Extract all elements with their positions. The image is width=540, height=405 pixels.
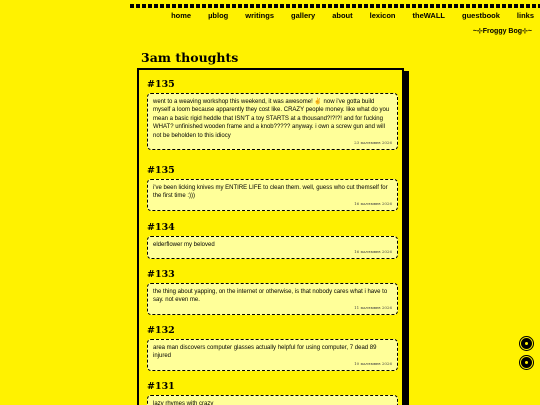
entry-card (147, 93, 398, 150)
nav-lexicon[interactable]: lexicon (369, 11, 396, 20)
nav-home[interactable]: home (171, 11, 192, 20)
entry-date: 23 ᴍᴀʏᴇᴍʙᴇʀ 2026 (354, 140, 392, 146)
entry-text: went to a weaving workshop this weekend, it was awesome! ✌ now i've gotta build myself a loom because apparently they cost like. CRAZY people money. like what do you mean a basic rigid heddle that ISN'T a toy STARTS at a thousand?!?!?! and for fucking WHAT? unfinished wooden frame and a knob????? anyway. i own a screw gun and will not be beholden to this idiocy (153, 99, 390, 139)
entry-date: 16 ᴍᴀʏᴇᴍʙᴇʀ 2026 (354, 249, 392, 255)
thoughts-panel (137, 68, 404, 405)
entry-text: lazy rhymes with crazy (153, 401, 214, 405)
nav-guestbook[interactable]: guestbook (461, 11, 500, 20)
nav-links[interactable]: links (516, 11, 534, 20)
page-title: 3am thoughts (141, 50, 239, 65)
entry-card (147, 236, 398, 259)
entry (147, 223, 398, 259)
entry-number: #133 (147, 269, 175, 280)
entry-text: i've been licking knives my ENTIRE LIFE to clean them. well, guess who cut themself for the first time :))) (153, 185, 388, 200)
entry (147, 270, 398, 315)
entry-card (147, 395, 398, 405)
entry-number: #135 (147, 79, 175, 90)
entry (147, 80, 398, 150)
entry (147, 326, 398, 371)
entry-text: area man discovers computer glasses actually helpful for using computer, 7 dead 89 injured (153, 345, 377, 360)
nav-gallery[interactable]: gallery (291, 11, 316, 20)
top-dashed-border (130, 4, 540, 8)
entry (147, 382, 398, 405)
entry-card (147, 179, 398, 211)
entry-text: the thing about yapping, on the internet or otherwise, is that nobody cares what i have to say. not even me. (153, 289, 388, 304)
scroll-up-button[interactable] (520, 337, 533, 350)
main-nav (171, 11, 534, 20)
entry-date: 16 ᴍᴀʏᴇᴍʙᴇʀ 2026 (354, 200, 392, 206)
nav-microblog[interactable]: µblog (208, 11, 229, 20)
nav-writings[interactable]: writings (245, 11, 275, 20)
entry-date: 10 ᴍᴀʏᴇᴍʙᴇʀ 2026 (354, 360, 392, 366)
froggy-bog-link[interactable]: ~⊹Froggy Bog⊹~ (472, 28, 532, 35)
nav-thewall[interactable]: theWALL (412, 11, 445, 20)
entry-number: #134 (147, 222, 175, 233)
entry-card (147, 339, 398, 371)
scroll-down-button[interactable] (520, 356, 533, 369)
entry-date: 11 ᴍᴀʏᴇᴍʙᴇʀ 2026 (354, 304, 392, 310)
entry-number: #131 (147, 381, 175, 392)
entry-text: elderflower my beloved (153, 242, 215, 248)
entry-number: #135 (147, 165, 175, 176)
entry-card (147, 283, 398, 315)
entry (147, 166, 398, 211)
nav-about[interactable]: about (332, 11, 353, 20)
entry-number: #132 (147, 325, 175, 336)
